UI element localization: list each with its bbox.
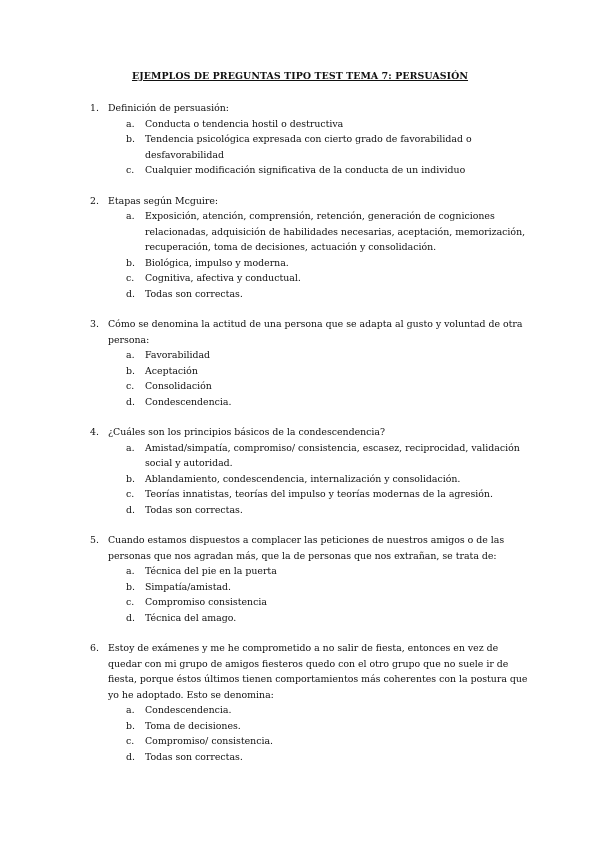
option-a	[108, 441, 530, 472]
option-letter: a.	[126, 442, 135, 454]
question-text: Etapas según Mcguire:	[108, 195, 219, 207]
question-text: Definición de persuasión:	[108, 103, 229, 114]
option-c	[108, 271, 530, 287]
option-text: Consolidación	[145, 381, 212, 392]
option-list	[108, 564, 530, 626]
question-number: 6.	[90, 643, 99, 654]
option-c	[108, 595, 530, 611]
option-letter: c.	[126, 736, 135, 747]
option-letter: b.	[126, 134, 135, 145]
option-d	[108, 611, 530, 627]
option-text: Condescendencia.	[145, 705, 232, 716]
option-a	[108, 348, 530, 364]
option-letter: d.	[126, 288, 135, 300]
option-letter: a.	[126, 118, 135, 130]
option-b	[108, 472, 530, 488]
option-text: Aceptación	[145, 365, 198, 377]
question-text: ¿Cuáles son los principios básicos de la condescendencia?	[108, 427, 386, 438]
option-letter: c.	[126, 165, 135, 176]
option-d	[108, 395, 530, 411]
question-number: 1.	[90, 103, 99, 114]
question-text: Cuando estamos dispuestos a complacer las peticiones de nuestros amigos o de las personas que nos agradan más, que la de personas que nos extrañan, se trata de:	[108, 535, 505, 562]
option-text: Simpatía/amistad.	[145, 581, 232, 593]
option-d	[108, 750, 530, 766]
option-list	[108, 348, 530, 410]
option-letter: c.	[126, 489, 135, 500]
option-letter: b.	[126, 581, 135, 593]
question-2	[90, 194, 530, 303]
question-4	[90, 425, 530, 518]
option-letter: d.	[126, 612, 135, 624]
option-b	[108, 256, 530, 272]
question-6	[90, 641, 530, 765]
option-letter: b.	[126, 473, 135, 485]
question-list	[90, 101, 530, 765]
option-text: Biológica, impulso y moderna.	[145, 257, 289, 269]
option-a	[108, 209, 530, 256]
option-text: Compromiso/ consistencia.	[145, 736, 274, 747]
option-list	[108, 703, 530, 765]
option-text: Todas son correctas.	[145, 288, 243, 300]
option-c	[108, 734, 530, 750]
option-text: Todas son correctas.	[145, 751, 243, 763]
option-text: Tendencia psicológica expresada con cierto grado de favorabilidad o desfavorabilidad	[145, 134, 472, 161]
option-text: Todas son correctas.	[145, 504, 243, 516]
option-text: Técnica del amago.	[145, 612, 237, 624]
option-text: Amistad/simpatía, compromiso/ consistencia, escasez, reciprocidad, validación social y autoridad.	[145, 442, 520, 469]
option-d	[108, 503, 530, 519]
option-text: Teorías innatistas, teorías del impulso y teorías modernas de la agresión.	[145, 489, 493, 500]
option-text: Cualquier modificación significativa de la conducta de un individuo	[145, 165, 466, 176]
option-d	[108, 287, 530, 303]
option-letter: d.	[126, 751, 135, 763]
option-text: Exposición, atención, comprensión, retención, generación de cogniciones relacionadas, adquisición de habilidades necesarias, aceptación, memorización, recuperación, toma de decisiones, actuación y consolidación.	[145, 211, 526, 253]
option-c	[108, 379, 530, 395]
option-letter: b.	[126, 365, 135, 377]
option-text: Ablandamiento, condescendencia, internalización y consolidación.	[145, 473, 461, 485]
option-letter: b.	[126, 257, 135, 269]
option-b	[108, 580, 530, 596]
page-title: EJEMPLOS DE PREGUNTAS TIPO TEST TEMA 7: PERSUASIÓN	[131, 71, 469, 82]
option-letter: a.	[126, 566, 135, 577]
option-b	[108, 719, 530, 735]
option-letter: c.	[126, 381, 135, 392]
option-list	[108, 117, 530, 179]
option-letter: d.	[126, 396, 135, 408]
option-letter: a.	[126, 350, 135, 361]
option-letter: d.	[126, 504, 135, 516]
question-1	[90, 101, 530, 179]
option-b	[108, 132, 530, 163]
option-a	[108, 564, 530, 580]
option-text: Cognitiva, afectiva y conductual.	[145, 273, 301, 284]
question-number: 5.	[90, 535, 99, 546]
option-text: Condescendencia.	[145, 396, 232, 408]
question-text: Estoy de exámenes y me he comprometido a no salir de fiesta, entonces en vez de quedar con mi grupo de amigos fiesteros quedo con el otro grupo que no suele ir de fiesta, porque éstos últimos tienen comportamientos más coherentes con la postura que yo he adoptado. Esto se denomina:	[108, 643, 528, 701]
option-text: Técnica del pie en la puerta	[145, 566, 277, 577]
option-c	[108, 163, 530, 179]
option-list	[108, 209, 530, 302]
option-c	[108, 487, 530, 503]
option-letter: a.	[126, 705, 135, 716]
question-number: 3.	[90, 319, 99, 330]
question-5	[90, 533, 530, 626]
option-b	[108, 364, 530, 380]
option-letter: b.	[126, 720, 135, 732]
option-letter: c.	[126, 273, 135, 284]
option-text: Conducta o tendencia hostil o destructiva	[145, 118, 344, 130]
option-text: Favorabilidad	[145, 350, 211, 361]
question-text: Cómo se denomina la actitud de una persona que se adapta al gusto y voluntad de otra persona:	[108, 319, 523, 346]
option-list	[108, 441, 530, 519]
option-letter: c.	[126, 597, 135, 608]
option-text: Toma de decisiones.	[145, 720, 241, 732]
question-number: 2.	[90, 195, 99, 207]
option-a	[108, 117, 530, 133]
question-3	[90, 317, 530, 410]
question-number: 4.	[90, 427, 99, 438]
option-a	[108, 703, 530, 719]
option-letter: a.	[126, 211, 135, 222]
option-text: Compromiso consistencia	[145, 597, 267, 608]
